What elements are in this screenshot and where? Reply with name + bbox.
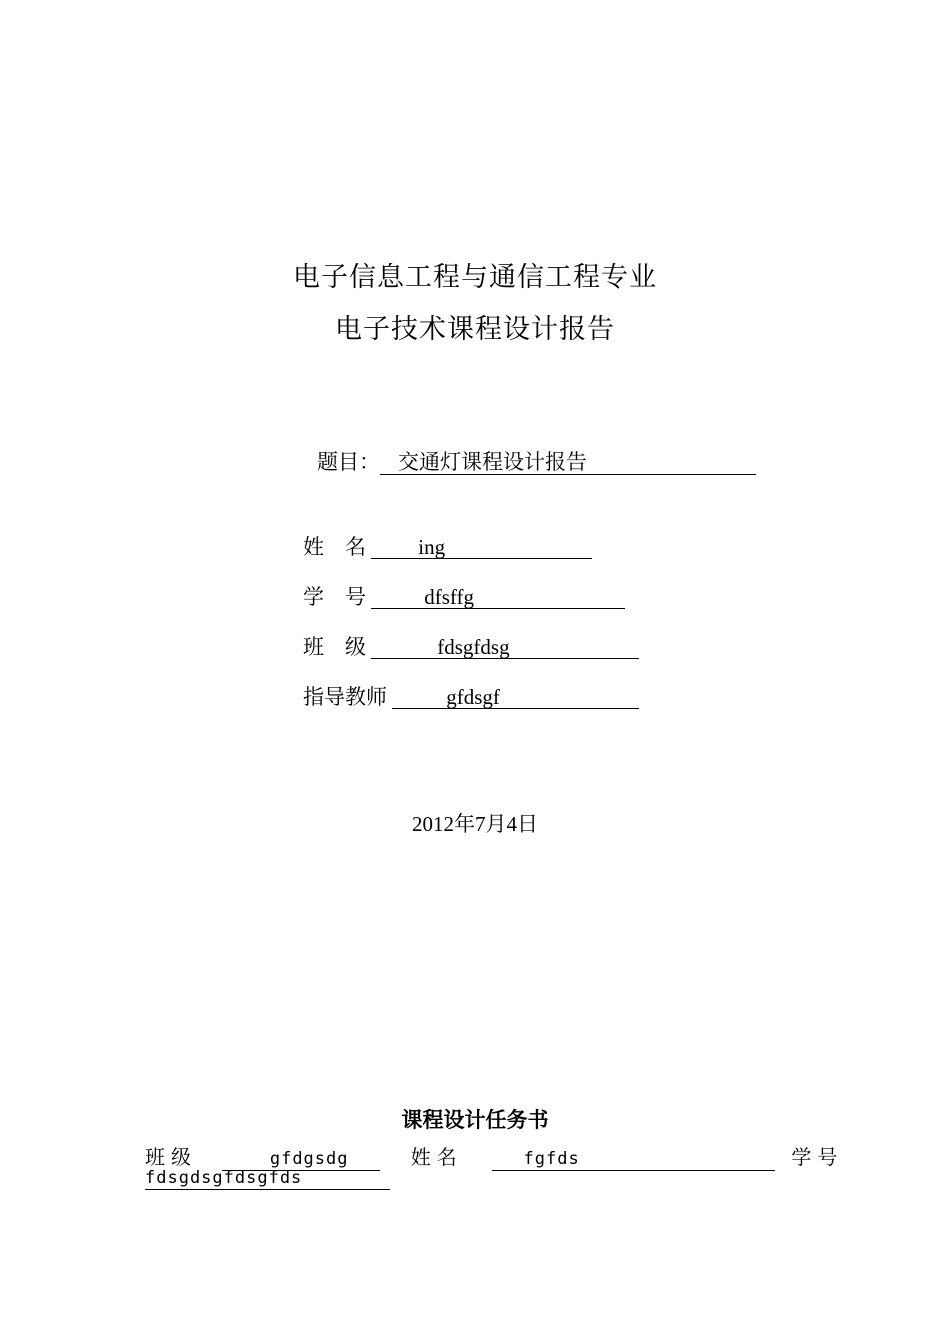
- name-label: 姓 名: [303, 535, 366, 559]
- student-id-value: dfsffg: [371, 586, 625, 609]
- task-info-row-continued: [145, 1167, 390, 1190]
- advisor-row: [303, 684, 639, 710]
- task-book-title: 课程设计任务书: [401, 1108, 549, 1132]
- student-id-row: [303, 584, 625, 610]
- class-value: fdsgfdsg: [371, 636, 639, 659]
- advisor-label: 指导教师: [303, 685, 387, 709]
- task-class-label: 班级: [145, 1147, 197, 1169]
- student-id-label: 学 号: [303, 585, 366, 609]
- name-value: ing: [371, 536, 592, 559]
- task-name-label: 姓名: [410, 1147, 463, 1169]
- class-row: [303, 634, 639, 660]
- class-label: 班 级: [303, 635, 366, 659]
- task-name-value: fgfds: [492, 1149, 775, 1171]
- topic-row: [317, 446, 756, 476]
- report-major-title: 电子信息工程与通信工程专业: [293, 262, 657, 292]
- report-course-title: 电子技术课程设计报告: [335, 314, 615, 344]
- task-class-value: gfdgsdg: [222, 1149, 380, 1171]
- topic-label: 题目：: [317, 450, 380, 474]
- report-date: 2012年7月4日: [412, 812, 538, 836]
- name-row: [303, 534, 592, 560]
- task-student-id-label: 学号: [791, 1147, 844, 1169]
- advisor-value: gfdsgf: [392, 686, 639, 709]
- topic-value: 交通灯课程设计报告: [380, 450, 756, 475]
- task-student-id-value: fdsgdsgfdsgfds: [145, 1168, 390, 1190]
